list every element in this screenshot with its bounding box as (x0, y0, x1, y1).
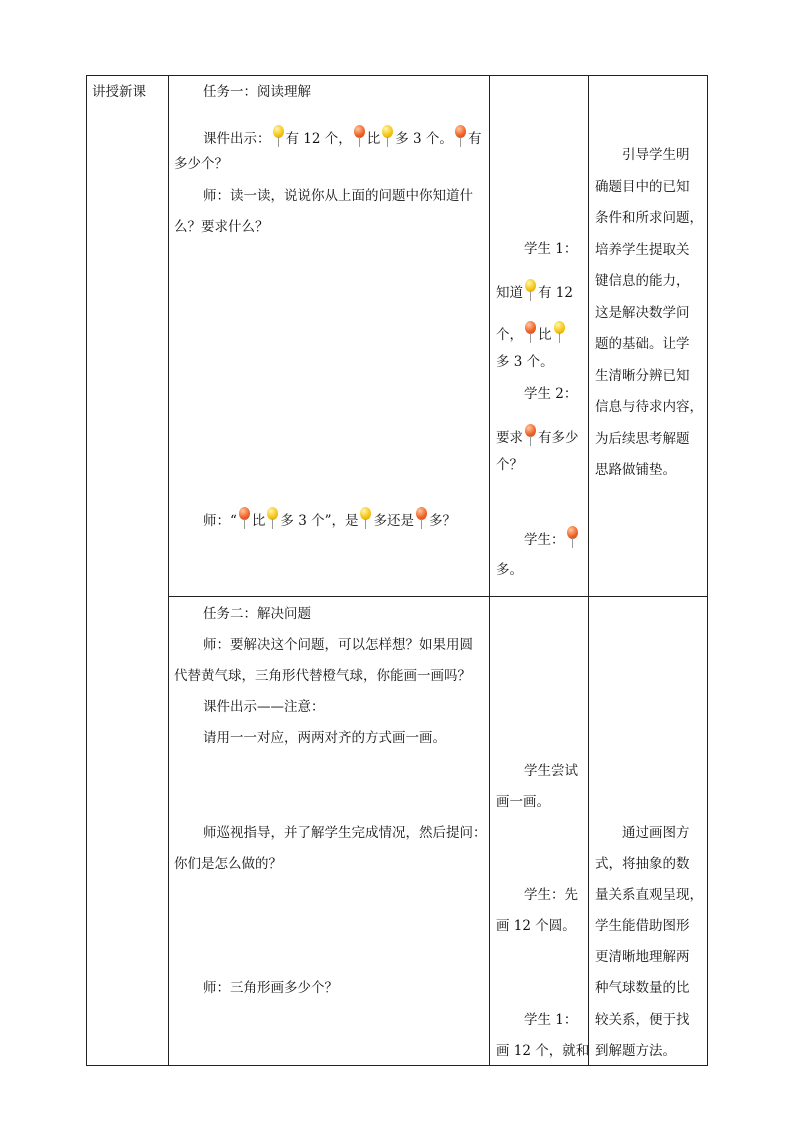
note2-line: 到解题方法。 (595, 1043, 676, 1059)
s1-text-d: 比 (538, 327, 552, 343)
task2-line: 师巡视指导，并了解学生完成情况，然后提问： (203, 825, 487, 841)
note1-line: 培养学生提取关 (595, 242, 690, 258)
task2-line: 师：要解决这个问题，可以怎样想？如果用圆 (203, 637, 473, 653)
student2-line-b: 个？ (496, 457, 523, 473)
note1-line: 为后续思考解题 (595, 431, 690, 447)
student1-line-c: 多 3 个。 (496, 354, 554, 370)
student-answer-line: 学生 1： (524, 1012, 578, 1028)
s1-text-c: 个， (496, 327, 523, 343)
yellow-balloon-icon (525, 279, 536, 301)
note1-line: 信息与待求内容， (595, 399, 703, 415)
student1-line-a (496, 279, 573, 302)
s3-label: 学生： (524, 532, 565, 548)
table-border-left (86, 75, 87, 1065)
note2-line: 更清晰地理解两 (595, 949, 690, 965)
orange-balloon-icon (525, 321, 536, 343)
student2-line-a (496, 424, 579, 447)
orange-balloon-icon (525, 424, 536, 446)
orange-balloon-icon (416, 507, 427, 529)
note2-line: 种气球数量的比 (595, 980, 690, 996)
show-text-b: 比 (366, 131, 381, 147)
note2-line: 通过画图方 (622, 825, 690, 841)
show-prefix: 课件出示： (203, 131, 271, 147)
teacher-question-1b: 么？要求什么？ (174, 219, 269, 235)
note1-line: 键信息的能力， (595, 273, 690, 289)
table-border-bottom (86, 1065, 708, 1066)
yellow-balloon-icon (267, 507, 278, 529)
orange-balloon-icon (354, 125, 365, 147)
table-border-right (707, 75, 708, 1065)
student3-line-b: 多。 (496, 562, 523, 578)
show-text-a: 有 12 个， (285, 131, 352, 147)
row-divider (168, 596, 708, 597)
student-draw-line: 学生：先 (524, 887, 578, 903)
q2-text-e: 多？ (428, 513, 456, 529)
student-draw-line: 画 12 个圆。 (496, 918, 576, 934)
q2-text-a: 师：“ (203, 513, 237, 529)
orange-balloon-icon (239, 507, 250, 529)
task2-line: 请用一一对应，两两对齐的方式画一画。 (203, 730, 446, 746)
note1-line: 条件和所求问题， (595, 210, 703, 226)
student-try-line: 画一画。 (496, 794, 550, 810)
s2-text-b: 有多少 (538, 430, 579, 446)
yellow-balloon-icon (273, 125, 284, 147)
s1-text-a: 知道 (496, 285, 523, 301)
note1-line: 题的基础。让学 (595, 336, 690, 352)
task2-line: 课件出示——注意： (203, 699, 325, 715)
s2-text-a: 要求 (496, 430, 523, 446)
note1-line: 确题目中的已知 (595, 179, 690, 195)
student-answer-line: 画 12 个，就和 (496, 1043, 590, 1059)
yellow-balloon-icon (382, 125, 393, 147)
task1-title: 任务一：阅读理解 (203, 84, 311, 100)
student3-line-a (524, 526, 580, 549)
note2-line: 量关系直观呈现， (595, 887, 703, 903)
note1-line: 生清晰分辨已知 (595, 368, 690, 384)
task2-title: 任务二：解决问题 (203, 606, 311, 622)
student1-line-b (496, 321, 567, 344)
task2-line: 师：三角形画多少个？ (203, 980, 338, 996)
col-divider-2 (489, 75, 490, 1065)
teacher-question-2 (203, 507, 456, 530)
teacher-question-1a: 师：读一读，说说你从上面的问题中你知道什 (203, 188, 473, 204)
task1-show-line-2: 多少个？ (174, 156, 228, 172)
student-try-line: 学生尝试 (524, 763, 578, 779)
task2-line: 你们是怎么做的？ (174, 856, 282, 872)
task1-show-line (203, 125, 481, 148)
table-border-top (86, 75, 708, 76)
note1-line: 思路做铺垫。 (595, 462, 676, 478)
yellow-balloon-icon (554, 321, 565, 343)
student1-label: 学生 1： (524, 241, 578, 257)
note2-line: 学生能借助图形 (595, 918, 690, 934)
col-divider-3 (588, 75, 589, 1065)
q2-text-c: 多 3 个”，是 (280, 513, 359, 529)
q2-text-b: 比 (251, 513, 266, 529)
orange-balloon-icon (455, 125, 466, 147)
orange-balloon-icon (567, 526, 578, 548)
q2-text-d: 多还是 (373, 513, 414, 529)
student2-label: 学生 2： (524, 386, 578, 402)
note1-line: 这是解决数学问 (595, 305, 690, 321)
section-label: 讲授新课 (92, 84, 146, 100)
show-text-d: 有 (467, 131, 482, 147)
note2-line: 较关系，便于找 (595, 1012, 690, 1028)
s1-text-b: 有 12 (538, 285, 573, 301)
yellow-balloon-icon (360, 507, 371, 529)
lesson-table (86, 75, 708, 1065)
col-divider-1 (168, 75, 169, 1065)
task2-line: 代替黄气球，三角形代替橙气球，你能画一画吗？ (174, 668, 471, 684)
note1-line: 引导学生明 (622, 147, 690, 163)
note2-line: 式，将抽象的数 (595, 856, 690, 872)
show-text-c: 多 3 个。 (395, 131, 453, 147)
